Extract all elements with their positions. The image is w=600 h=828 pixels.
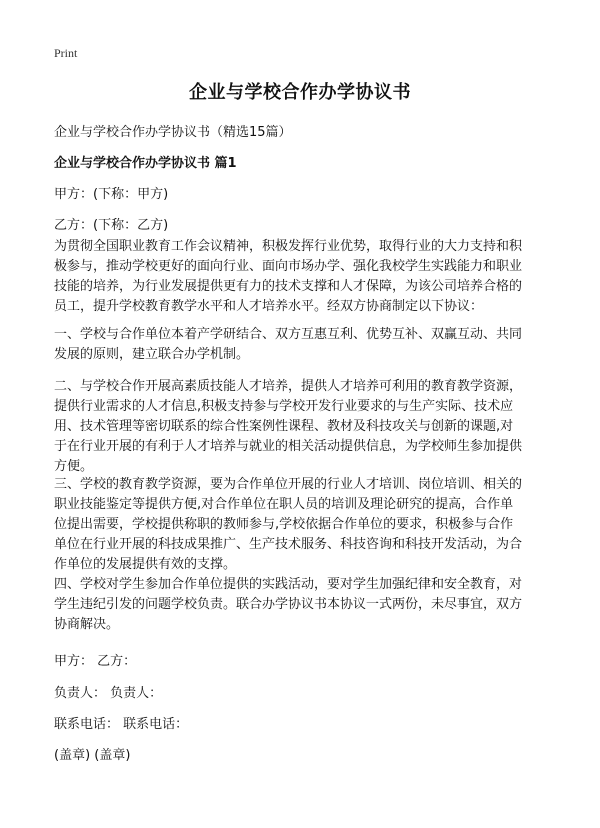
paragraph-line: 单位在行业开展的科技成果推广、生产技术服务、科技咨询和科技开发活动，为合 (54, 537, 523, 552)
clause-3-paragraph (54, 475, 548, 575)
paragraph-line: 方便。 (54, 459, 94, 474)
paragraph-line: 作单位的发展提供有效的支撑。 (54, 557, 237, 572)
paragraph-line: 位提出需要，学校提供称职的教师参与,学校依据合作单位的要求，积极参与合作 (54, 517, 514, 532)
paragraph-line: 二、与学校合作开展高素质技能人才培养，提供人才培养可利用的教育教学资源， (54, 379, 523, 394)
signature-responsible-line: 负责人： 负责人： (54, 686, 163, 701)
paragraph-line: 于在行业开展的有利于人才培养与就业的相关活动提供信息，为学校师生参加提供 (54, 439, 523, 454)
intro-paragraph (54, 237, 548, 317)
clause-4-paragraph (54, 575, 548, 635)
signature-phone-line: 联系电话： 联系电话： (54, 717, 189, 732)
section-heading: 企业与学校合作办学协议书 篇1 (54, 156, 237, 171)
print-link[interactable]: Print (54, 46, 78, 60)
paragraph-line: 发展的原则，建立联合办学机制。 (54, 347, 250, 362)
document-subtitle: 企业与学校合作办学协议书（精选15篇） (54, 125, 292, 140)
paragraph-line: 极参与，推动学校更好的面向行业、面向市场办学、强化我校学生实践能力和职业 (54, 259, 523, 274)
clause-1-paragraph (54, 325, 548, 365)
party-b-line: 乙方：(下称：乙方) (54, 218, 169, 233)
paragraph-line: 三、学校的教育教学资源，要为合作单位开展的行业人才培训、岗位培训、相关的 (54, 477, 523, 492)
paragraph-line: 提供行业需求的人才信息,积极支持参与学校开发行业要求的与生产实际、技术应 (54, 399, 514, 414)
paragraph-line: 职业技能鉴定等提供方便,对合作单位在职人员的培训及理论研究的提高，合作单 (54, 497, 514, 512)
paragraph-line: 用、技术管理等密切联系的综合性案例性课程、教材及科技攻关与创新的课题,对 (54, 419, 514, 434)
paragraph-line: 员工，提升学校教育教学水平和人才培养水平。经双方协商制定以下协议： (54, 299, 484, 314)
page-title: 企业与学校合作办学协议书 (189, 82, 411, 103)
signature-seal-line: (盖章) (盖章) (54, 748, 131, 763)
paragraph-line: 四、学校对学生参加合作单位提供的实践活动，要对学生加强纪律和安全教育，对 (54, 577, 523, 592)
party-a-line: 甲方：(下称：甲方) (54, 187, 169, 202)
clause-2-paragraph (54, 377, 548, 477)
paragraph-line: 一、学校与合作单位本着产学研结合、双方互惠互利、优势互补、双赢互动、共同 (54, 327, 523, 342)
paragraph-line: 为贯彻全国职业教育工作会议精神，积极发挥行业优势，取得行业的大力支持和积 (54, 239, 523, 254)
signature-parties-line: 甲方： 乙方： (54, 654, 137, 669)
paragraph-line: 学生违纪引发的问题学校负责。联合办学协议书本协议一式两份，未尽事宜，双方 (54, 597, 523, 612)
paragraph-line: 技能的培养，为行业发展提供更有力的技术支撑和人才保障，为该公司培养合格的 (54, 279, 523, 294)
paragraph-line: 协商解决。 (54, 617, 120, 632)
